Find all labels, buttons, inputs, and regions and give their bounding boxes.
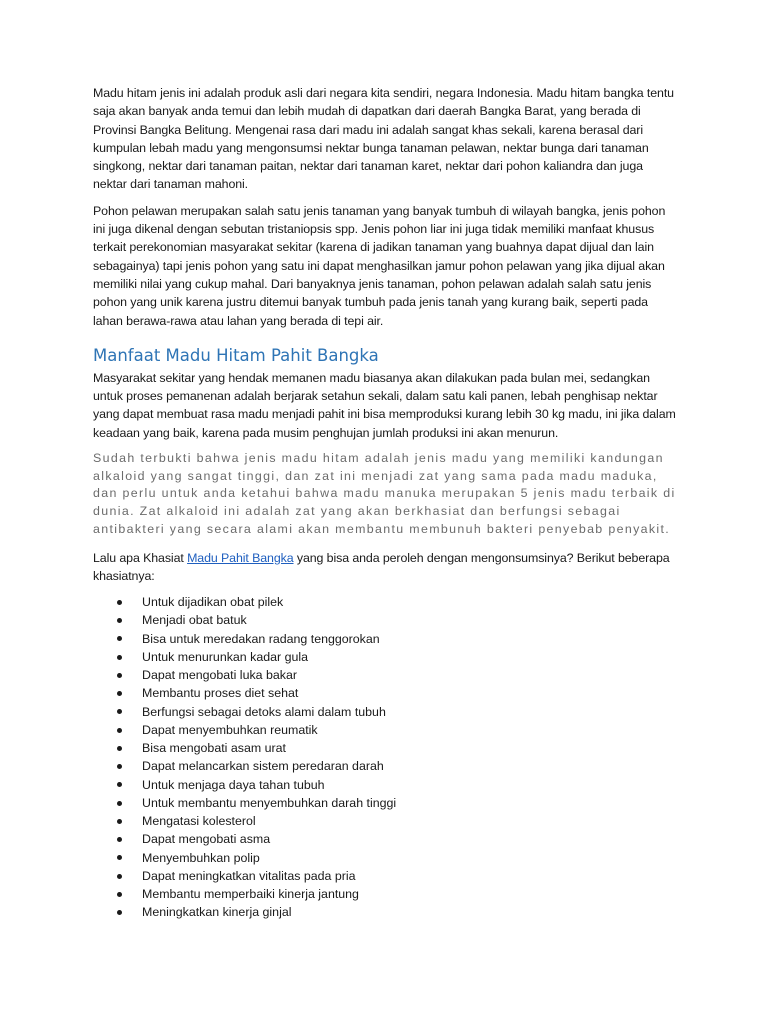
list-item-label: Dapat melancarkan sistem peredaran darah: [142, 759, 384, 774]
list-item-label: Dapat menyembuhkan reumatik: [142, 722, 318, 737]
benefits-intro-paragraph: [93, 549, 678, 586]
list-item: [93, 812, 678, 830]
list-item: [93, 776, 678, 794]
list-item-label: Dapat mengobati luka bakar: [142, 668, 297, 683]
list-item: [93, 794, 678, 812]
list-item-label: Membantu proses diet sehat: [142, 686, 299, 701]
list-item-label: Dapat meningkatkan vitalitas pada pria: [142, 868, 356, 883]
list-item-label: Berfungsi sebagai detoks alami dalam tubuh: [142, 704, 386, 719]
bullet-icon: [117, 819, 122, 824]
list-item-label: Bisa untuk meredakan radang tenggorokan: [142, 631, 380, 646]
bullet-icon: [117, 837, 122, 842]
benefits-list: [93, 593, 678, 922]
alkaloid-quote: Sudah terbukti bahwa jenis madu hitam adalah jenis madu yang memiliki kandungan alkaloid yang sangat tinggi, dan zat ini menjadi zat yang sama pada madu maduka, dan perlu untuk anda ketahui bahwa madu manuka merupakan 5 jenis madu terbaik di dunia. Zat alkaloid ini adalah zat yang akan berkhasiat dan berfungsi sebagai antibakteri yang secara alami akan membantu membunuh bakteri penyebab penyakit.: [93, 451, 676, 536]
benefits-intro-text-start: Lalu apa Khasiat: [93, 550, 188, 565]
list-item-label: Untuk dijadikan obat pilek: [142, 595, 284, 610]
bullet-icon: [117, 618, 122, 623]
list-item-label: Membantu memperbaiki kinerja jantung: [142, 887, 359, 902]
list-item: [93, 739, 678, 757]
list-item: [93, 593, 678, 611]
madu-pahit-bangka-link[interactable]: Madu Pahit Bangka: [187, 550, 294, 565]
list-item-label: Dapat mengobati asma: [142, 832, 271, 847]
list-item-label: Meningkatkan kinerja ginjal: [142, 905, 292, 920]
list-item: [93, 648, 678, 666]
pelawan-paragraph: Pohon pelawan merupakan salah satu jenis tanaman yang banyak tumbuh di wilayah bangka, jenis pohon ini juga dikenal dengan sebutan tristaniopsis spp. Jenis pohon liar ini juga tidak memiliki manfaat khusus terkait perekonomian masyarakat sekitar (karena di jadikan tanaman yang buahnya dapat dijual dan lain sebagainya) tapi jenis pohon yang satu ini dapat menghasilkan jamur pohon pelawan yang jika dijual akan memiliki nilai yang cukup mahal. Dari banyaknya jenis tanaman, pohon pelawan adalah salah satu jenis pohon yang unik karena justru ditemui banyak tumbuh pada jenis tanah yang kurang baik, seperti pada lahan berawa-rawa atau lahan yang berada di tepi air.: [93, 203, 666, 328]
list-item: [93, 630, 678, 648]
list-item: [93, 703, 678, 721]
bullet-icon: [117, 764, 122, 769]
list-item: [93, 666, 678, 684]
bullet-icon: [117, 855, 122, 860]
bullet-icon: [117, 746, 122, 751]
bullet-icon: [117, 673, 122, 678]
document-page: [93, 84, 678, 922]
section-heading: Manfaat Madu Hitam Pahit Bangka: [93, 345, 379, 365]
list-item: [93, 849, 678, 867]
list-item: [93, 757, 678, 775]
bullet-icon: [117, 874, 122, 879]
bullet-icon: [117, 600, 122, 605]
list-item: [93, 684, 678, 702]
bullet-icon: [117, 728, 122, 733]
list-item-label: Menyembuhkan polip: [142, 850, 260, 865]
list-item-label: Menjadi obat batuk: [142, 613, 247, 628]
list-item-label: Untuk membantu menyembuhkan darah tinggi: [142, 795, 397, 810]
list-item: [93, 721, 678, 739]
bullet-icon: [117, 655, 122, 660]
list-item: [93, 830, 678, 848]
bullet-icon: [117, 782, 122, 787]
list-item: [93, 611, 678, 629]
benefits-intro-text-end: yang bisa anda peroleh dengan mengonsumsinya? Berikut beberapa khasiatnya:: [93, 550, 670, 583]
list-item: [93, 903, 678, 921]
bullet-icon: [117, 709, 122, 714]
list-item-label: Mengatasi kolesterol: [142, 814, 256, 829]
bullet-icon: [117, 910, 122, 915]
harvest-paragraph: Masyarakat sekitar yang hendak memanen madu biasanya akan dilakukan pada bulan mei, sedangkan untuk proses pemanenan adalah berjarak setahun sekali, dalam satu kali panen, lebah penghisap nektar yang dapat membuat rasa madu menjadi pahit ini bisa memproduksi kurang lebih 30 kg madu, ini jika dalam keadaan yang baik, karena pada musim penghujan jumlah produksi ini akan menurun.: [93, 370, 676, 440]
list-item: [93, 885, 678, 903]
list-item-label: Untuk menjaga daya tahan tubuh: [142, 777, 325, 792]
list-item: [93, 867, 678, 885]
list-item-label: Untuk menurunkan kadar gula: [142, 649, 308, 664]
bullet-icon: [117, 691, 122, 696]
bullet-icon: [117, 801, 122, 806]
bullet-icon: [117, 892, 122, 897]
list-item-label: Bisa mengobati asam urat: [142, 741, 286, 756]
intro-paragraph: Madu hitam jenis ini adalah produk asli dari negara kita sendiri, negara Indonesia. Madu hitam bangka tentu saja akan banyak anda temui dan lebih mudah di dapatkan dari daerah Bangka Barat, yang berada di Provinsi Bangka Belitung. Mengenai rasa dari madu ini adalah sangat khas sekali, karena berasal dari kumpulan lebah madu yang mengonsumsi nektar bunga tanaman pelawan, nektar bunga dari tanaman singkong, nektar dari tanaman paitan, nektar dari tanaman karet, nektar dari pohon kaliandra dan juga nektar dari tanaman mahoni.: [93, 86, 674, 192]
bullet-icon: [117, 636, 122, 641]
